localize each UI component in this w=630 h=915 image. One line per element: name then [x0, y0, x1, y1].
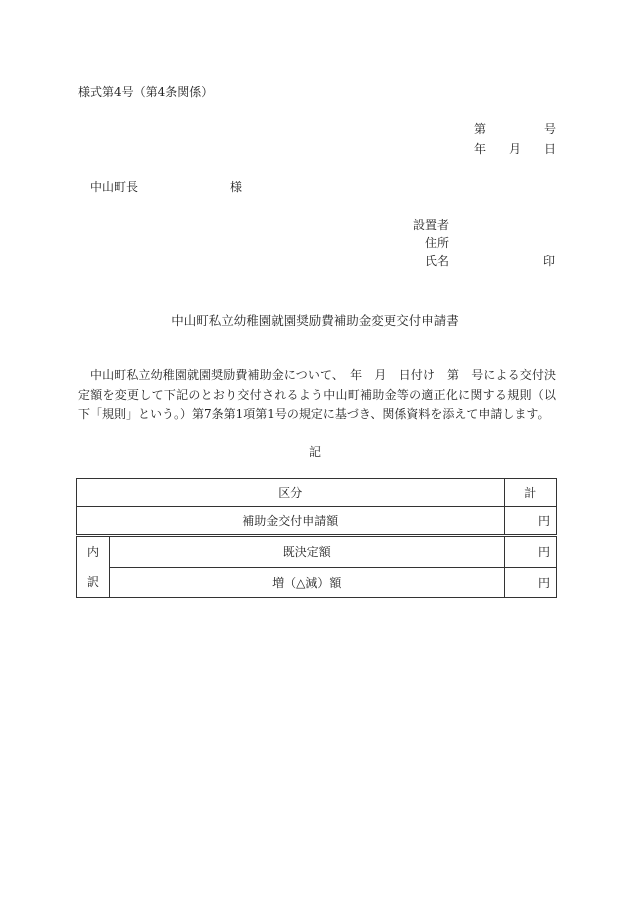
- addressee-honorific: 様: [230, 180, 243, 194]
- seal-mark: 印: [543, 254, 556, 268]
- row-decided-label: 既決定額: [110, 536, 505, 568]
- row-change-label: 増（△減）額: [110, 567, 505, 597]
- founder-label: 設置者: [413, 218, 450, 232]
- row-application-label: 補助金交付申請額: [77, 507, 505, 536]
- number-suffix: 号: [544, 122, 557, 136]
- date-month: 月: [509, 142, 522, 156]
- form-label: 様式第4号（第4条関係）: [78, 85, 214, 99]
- document-title: 中山町私立幼稚園就園奨励費補助金変更交付申請書: [171, 313, 459, 328]
- table-row-application: [77, 507, 557, 536]
- application-table: [76, 478, 557, 598]
- header-total: 計: [504, 479, 556, 507]
- name-label: 氏名: [425, 254, 450, 268]
- date-day: 日: [544, 142, 557, 156]
- body-paragraph: 中山町私立幼稚園就園奨励費補助金について、 年 月 日付け 第 号による交付決定額を変更して下記のとおり交付されるよう中山町補助金等の適正化に関する規則（以下「規則」という。）第7条第1項第1号の規定に基づき、関係資料を添えて申請します。: [78, 368, 556, 421]
- breakdown-label: [77, 536, 110, 598]
- breakdown-char-1: 内: [86, 545, 99, 559]
- table-row-decided: [77, 536, 557, 568]
- table-header-row: [77, 479, 557, 507]
- ki-label: 記: [308, 445, 321, 459]
- row-application-yen: 円: [504, 507, 556, 536]
- row-decided-yen: 円: [504, 536, 556, 568]
- date-year: 年: [474, 142, 487, 156]
- addressee-name: 中山町長: [90, 180, 139, 194]
- header-category: 区分: [77, 479, 505, 507]
- address-label: 住所: [425, 236, 450, 250]
- breakdown-char-2: 訳: [86, 575, 99, 589]
- number-prefix: 第: [474, 122, 487, 136]
- row-change-yen: 円: [504, 567, 556, 597]
- table-row-change: [77, 567, 557, 597]
